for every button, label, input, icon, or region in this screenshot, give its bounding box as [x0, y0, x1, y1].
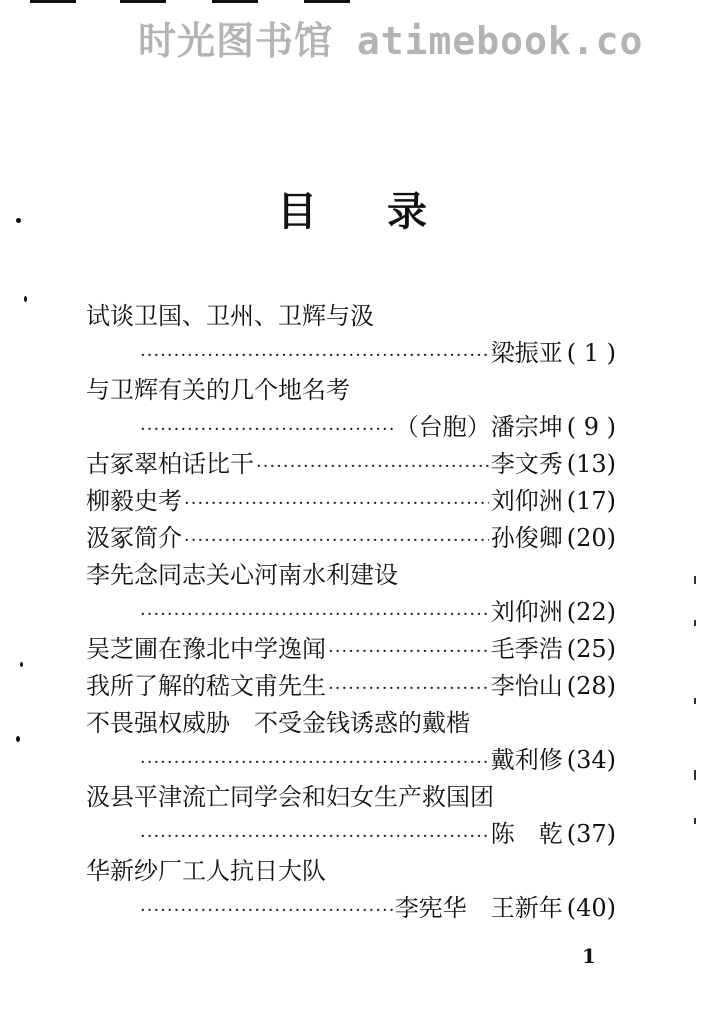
- scan-mark: [694, 770, 696, 780]
- toc-title: 古冢翠柏话比干: [86, 450, 254, 478]
- toc-entry-line: [86, 890, 616, 927]
- toc-entry-title: 李先念同志关心河南水利建设: [86, 561, 398, 589]
- toc-author: （台胞）潘宗坤: [394, 413, 563, 441]
- toc-author: 梁振亚: [490, 339, 563, 367]
- leader-dots: [184, 522, 489, 559]
- toc-title: 汲冢简介: [86, 524, 182, 552]
- toc-title: 我所了解的嵇文甫先生: [86, 672, 326, 700]
- leader-dots: [256, 448, 489, 485]
- toc-entry-line: [86, 335, 616, 372]
- toc-entry: [86, 668, 616, 705]
- toc-page: (17): [566, 487, 616, 515]
- toc-page: (13): [566, 450, 616, 478]
- toc-page: (22): [566, 598, 616, 626]
- leader-dots: [328, 633, 489, 670]
- toc-entry: [86, 520, 616, 557]
- leader-dots: [140, 744, 489, 781]
- scan-speck: [24, 296, 27, 302]
- scan-mark: [694, 698, 696, 704]
- toc-page: (40): [566, 894, 616, 922]
- toc-entry-line: [86, 742, 616, 779]
- leader-dots: [328, 670, 489, 707]
- toc-entry-line: [86, 409, 616, 446]
- watermark: 时光图书馆 atimebook.co: [138, 19, 644, 63]
- scan-mark: [694, 818, 696, 824]
- title-char-2: 录: [387, 189, 427, 235]
- toc-entry-title: 华新纱厂工人抗日大队: [86, 857, 326, 885]
- leader-dots: [140, 818, 489, 855]
- toc-entry-title: 试谈卫国、卫州、卫辉与汲: [86, 302, 374, 330]
- toc-author: 刘仰洲: [490, 598, 563, 626]
- toc-entry-title: 汲县平津流亡同学会和妇女生产救国团: [86, 783, 494, 811]
- toc-author: 陈 乾: [490, 820, 563, 848]
- scan-speck: [16, 218, 21, 223]
- leader-dots: [140, 596, 489, 633]
- toc-page: (20): [566, 524, 616, 552]
- toc-page: (28): [566, 672, 616, 700]
- toc-page: ( 1 ): [566, 339, 616, 367]
- toc-entry: [86, 631, 616, 668]
- toc-entry-title: 不畏强权威胁 不受金钱诱惑的戴楷: [86, 709, 470, 737]
- toc-page: (37): [566, 820, 616, 848]
- toc-author: 戴利修: [490, 746, 563, 774]
- toc-entry-line: [86, 594, 616, 631]
- toc-entry: [86, 483, 616, 520]
- toc-page: (25): [566, 635, 616, 663]
- scan-mark: [694, 576, 696, 584]
- leader-dots: [184, 485, 489, 522]
- leader-dots: [140, 411, 393, 448]
- page-title: [0, 180, 704, 237]
- toc-entry: [86, 446, 616, 483]
- toc-entry-title: 与卫辉有关的几个地名考: [86, 376, 350, 404]
- table-of-contents: [86, 298, 616, 927]
- scan-mark: [694, 620, 696, 626]
- page-number: 1: [582, 944, 596, 968]
- toc-author: 孙俊卿: [490, 524, 563, 552]
- leader-dots: [140, 337, 489, 374]
- toc-author: 毛季浩: [490, 635, 563, 663]
- leader-dots: [140, 892, 393, 929]
- scan-speck: [20, 662, 23, 667]
- title-char-1: 目: [277, 189, 317, 235]
- toc-title: 吴芝圃在豫北中学逸闻: [86, 635, 326, 663]
- toc-page: ( 9 ): [566, 413, 616, 441]
- toc-author: 刘仰洲: [490, 487, 563, 515]
- toc-author: 李文秀: [490, 450, 563, 478]
- toc-page: (34): [566, 746, 616, 774]
- toc-entry-line: [86, 816, 616, 853]
- toc-author: 李宪华 王新年: [394, 894, 563, 922]
- toc-author: 李怡山: [490, 672, 563, 700]
- scan-speck: [16, 736, 20, 742]
- top-rule: [0, 0, 704, 4]
- toc-title: 柳毅史考: [86, 487, 182, 515]
